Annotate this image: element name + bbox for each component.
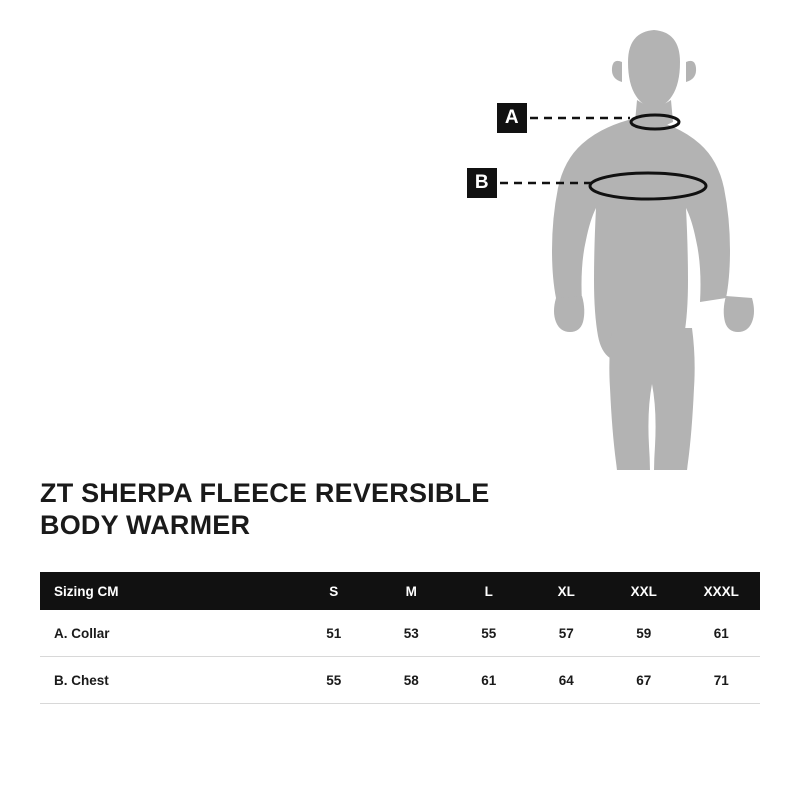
table-row: [40, 657, 760, 704]
header-size-s: S: [329, 583, 339, 599]
callout-label-b: B: [467, 168, 497, 198]
size-chart-table: [40, 572, 760, 704]
table-row: [40, 610, 760, 657]
cell-chest-xxxl: 71: [683, 657, 761, 704]
header-size-l: L: [484, 583, 493, 599]
header-sizing-unit: Sizing CM: [54, 583, 119, 599]
cell-collar-m: 53: [373, 610, 451, 657]
cell-chest-m: 58: [373, 657, 451, 704]
cell-collar-xxl: 59: [605, 610, 683, 657]
header-size-m: M: [405, 583, 417, 599]
callout-label-a: A: [497, 103, 527, 133]
cell-collar-xl: 57: [528, 610, 606, 657]
cell-chest-l: 61: [450, 657, 528, 704]
cell-chest-xxl: 67: [605, 657, 683, 704]
header-size-xxl: XXL: [630, 583, 657, 599]
header-size-xxxl: XXXL: [703, 583, 739, 599]
cell-collar-l: 55: [450, 610, 528, 657]
cell-chest-xl: 64: [528, 657, 606, 704]
header-size-xl: XL: [557, 583, 575, 599]
row-label-collar: A. Collar: [40, 610, 295, 657]
cell-collar-xxxl: 61: [683, 610, 761, 657]
product-title: ZT SHERPA FLEECE REVERSIBLE BODY WARMER: [40, 478, 490, 540]
table-header-row: [40, 572, 760, 610]
cell-collar-s: 51: [295, 610, 373, 657]
cell-chest-s: 55: [295, 657, 373, 704]
row-label-chest: B. Chest: [40, 657, 295, 704]
